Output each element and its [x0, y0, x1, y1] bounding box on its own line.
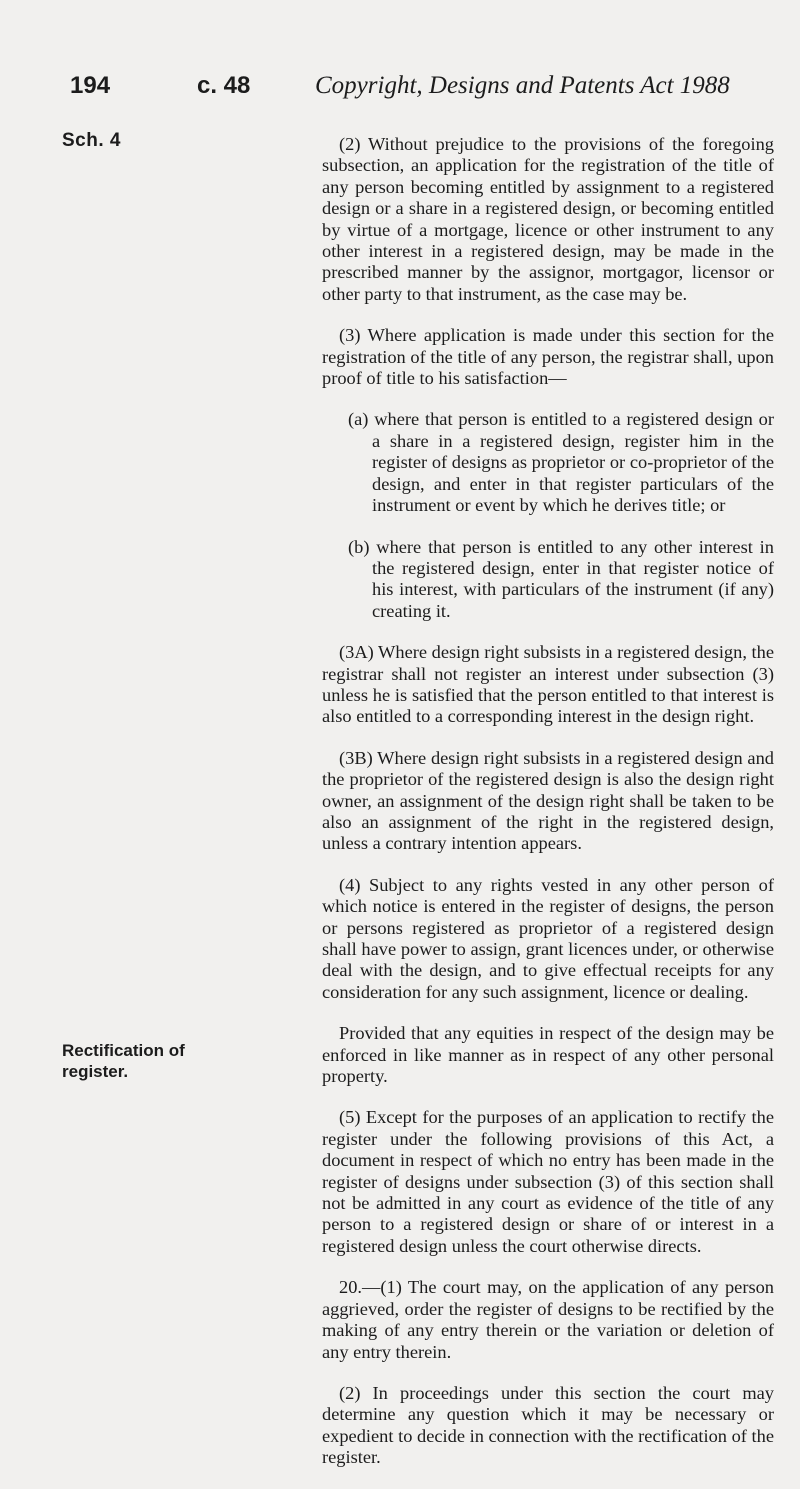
paragraph-proviso: Provided that any equities in respect of the design may be enforced in like manner as in respect of any other personal property. — [322, 1023, 774, 1087]
chapter-number: c. 48 — [197, 72, 251, 99]
schedule-label: Sch. 4 — [62, 130, 121, 151]
paragraph-3B: (3B) Where design right subsists in a registered design and the proprietor of the registered design is also the design right owner, an assignment of the design right shall be taken to be also an assignment of the right in the registered design, unless a contrary intention appears. — [322, 747, 774, 854]
paragraph-3a-sub: (a) where that person is entitled to a registered design or a share in a registered design, register him in the register of designs as proprietor or co-proprietor of the design, and enter in that register particulars of the instrument or event by which he derives title; or — [348, 409, 774, 516]
section-20-2: (2) In proceedings under this section the court may determine any question which it may be necessary or expedient to decide in connection with the rectification of the register. — [322, 1382, 774, 1468]
paragraph-5: (5) Except for the purposes of an application to rectify the register under the following provisions of this Act, a document in respect of which no entry has been made in the register of designs under subsection (3) of this section shall not be admitted in any court as evidence of the title of any person to a registered design or share of or interest in a registered design unless the court otherwise directs. — [322, 1107, 774, 1256]
paragraph-4: (4) Subject to any rights vested in any other person of which notice is entered in the register of designs, the person or persons registered as proprietor of a registered design shall have power to assign, grant licences under, or otherwise deal with the design, and to give effectual receipts for any consideration for any such assignment, licence or dealing. — [322, 874, 774, 1002]
paragraph-2: (2) Without prejudice to the provisions of the foregoing subsection, an application for the registration of the title of any person becoming entitled by assignment to a registered design or a share in a registered design, or becoming entitled by virtue of a mortgage, licence or other instrument to any other interest in a registered design, may be made in the prescribed manner by the assignor, mortgagor, licensor or other party to that instrument, as the case may be. — [322, 134, 774, 304]
running-title: Copyright, Designs and Patents Act 1988 — [315, 72, 730, 99]
paragraph-3: (3) Where application is made under this section for the registration of the title of any person, the registrar shall, upon proof of title to his satisfaction— — [322, 325, 774, 389]
page-number: 194 — [70, 72, 111, 99]
section-20-1: 20.—(1) The court may, on the application of any person aggrieved, order the register of designs to be rectified by the making of any entry therein or the variation or deletion of any entry therein. — [322, 1277, 774, 1362]
body-text — [322, 134, 774, 1489]
paragraph-3A: (3A) Where design right subsists in a registered design, the registrar shall not register an interest under subsection (3) unless he is satisfied that the person entitled to that interest is also entitled to a corresponding interest in the design right. — [322, 642, 774, 727]
paragraph-3b-sub: (b) where that person is entitled to any other interest in the registered design, enter in that register notice of his interest, with particulars of the instrument (if any) creating it. — [348, 536, 774, 621]
margin-sidenote: Rectification of register. — [62, 1041, 185, 1081]
